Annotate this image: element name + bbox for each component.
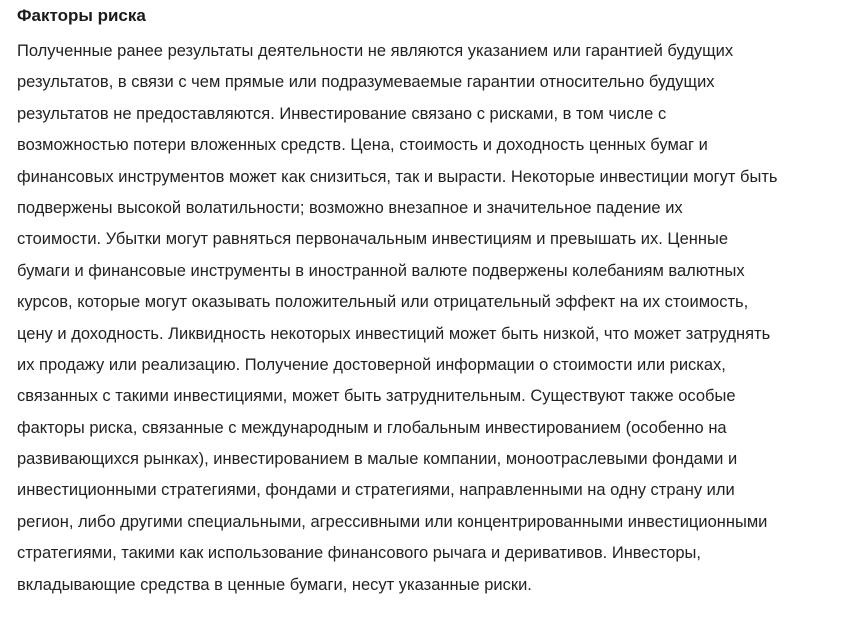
body-line: возможностью потери вложенных средств. Цена, стоимость и доходность ценных бумаг и bbox=[17, 136, 708, 155]
section-body bbox=[17, 36, 857, 601]
body-line: результатов, в связи с чем прямые или подразумеваемые гарантии относительно будущих bbox=[17, 73, 715, 92]
body-line: финансовых инструментов может как снизиться, так и вырасти. Некоторые инвестиции могут быть bbox=[17, 167, 778, 186]
body-line: Полученные ранее результаты деятельности не являются указанием или гарантией будущих bbox=[17, 42, 734, 60]
body-line: инвестиционными стратегиями, фондами и стратегиями, направленными на одну страну или bbox=[17, 481, 735, 500]
body-line: факторы риска, связанные с международным и глобальным инвестированием (особенно на bbox=[17, 418, 727, 437]
body-line: стоимости. Убытки могут равняться первоначальным инвестициям и превышать их. Ценные bbox=[17, 230, 729, 249]
body-line: подвержены высокой волатильности; возможно внезапное и значительное падение их bbox=[17, 198, 683, 217]
body-line: курсов, которые могут оказывать положительный или отрицательный эффект на их стоимость, bbox=[17, 293, 749, 312]
body-line: цену и доходность. Ликвидность некоторых инвестиций может быть низкой, что может затруднять bbox=[17, 324, 771, 343]
body-line: бумаги и финансовые инструменты в иностранной валюте подвержены колебаниям валютных bbox=[17, 261, 745, 280]
body-line: развивающихся рынках), инвестированием в малые компании, моноотраслевыми фондами и bbox=[17, 450, 738, 469]
body-line: вкладывающие средства в ценные бумаги, несут указанные риски. bbox=[17, 575, 532, 594]
body-line: их продажу или реализацию. Получение достоверной информации о стоимости или рисках, bbox=[17, 355, 726, 374]
section-title: Факторы риска bbox=[17, 6, 146, 25]
body-line: результатов не предоставляются. Инвестирование связано с рисками, в том числе с bbox=[17, 104, 667, 123]
body-line: регион, либо другими специальными, агрессивными или концентрированными инвестиционными bbox=[17, 512, 768, 531]
risk-factors-section bbox=[17, 4, 857, 601]
body-line: стратегиями, такими как использование финансового рычага и деривативов. Инвесторы, bbox=[17, 544, 701, 563]
body-line: связанных с такими инвестициями, может быть затруднительным. Существуют также особые bbox=[17, 387, 736, 406]
